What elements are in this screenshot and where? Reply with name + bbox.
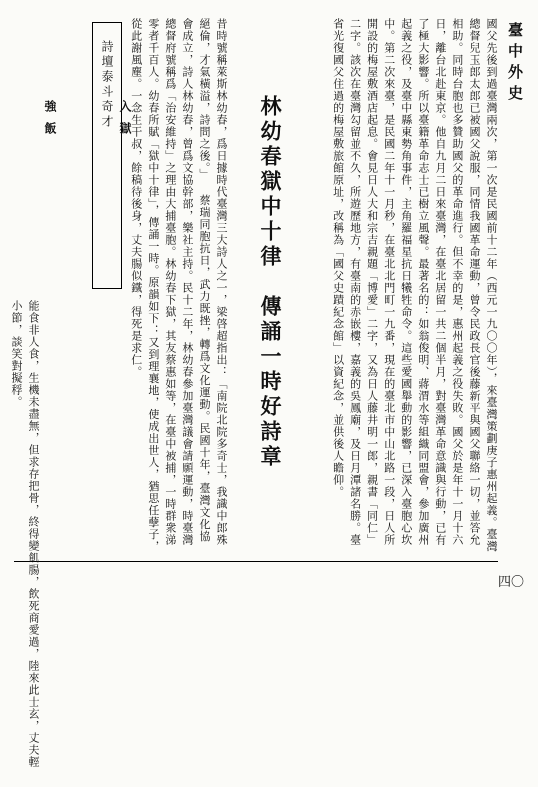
poem-title: 詩壇泰斗奇才 — [100, 40, 114, 130]
headline-main: 林幼春獄中十律 — [258, 95, 283, 270]
running-title: 臺中外史 — [506, 22, 524, 106]
article-mid-body — [130, 18, 230, 553]
section1-body: 蔡瑞同胞抗日，武力既挫，轉爲文化運動。民國十年，臺灣文化協會成立，詩人林幼春，曾爲文協幹部，樂社主持。民十二年，林幼春參加臺灣議會請願運動，時臺灣總督府號稱爲「治安維持」之理由大捕臺胞。林幼春下獄，其友蔡惠如等，在臺中被捕，一時群衆涕零者千百人。幼春所賦「獄中十律」，傳誦一時。原韻如下：又到理襄地，使成出世人，猶思任孽子，從此謝風塵。一念生干叔，餘稿待後身，丈夫腸似鐵，得死是求仁。 — [130, 18, 211, 553]
section-header-ruyu: 入獄 — [118, 100, 132, 144]
section-header-qiangfan: 強飯 — [43, 100, 57, 144]
headline-sub: 傳誦一時好詩章 — [258, 295, 283, 470]
article-top-body: 國父先後到過臺灣兩次，第一次是民國前十二年（西元一九〇〇年），來臺灣策劃庚子惠州起義。臺灣總督兒玉郎太郎已被國父說服，同情我國革命運動，曾令民政長官後藤新平與國父聯絡一切，並答允相助。同時台胞也多贊助國父的革命進行。但不幸的是，惠州起義之役失敗。國父於是年十一月十六日，離台北赴東京。他自九月二日來臺灣，在臺北居留一共二個半月，對臺灣革命意識與行動，已有了極大影響。所以臺籍革命志士已樹立風聲。最著名的：如翁俊明、蔣渭水等組織同盟會，參加廣州起義之役，及臺中縣東勢角事件，主角羅福星抗日犧牲命令。這些愛國舉動的影響，已深入臺胞心坎中。第二次來臺，是民國二年十一月秒，在臺北北門町一九番，現在的臺北市中山北路一段，日人所開設的梅屋敷酒店起息。會見日人大和宗吉親題「博愛」二字，又為日人藤井明一郎，親書「同仁」二字。該次在臺灣勾留並不久，所遊歷地方，有臺南的赤嵌樓，嘉義的吳鳳廟，及日月潭諸名勝。臺省光復國父住過的梅屋敷旅館原址，改稱為「國父史蹟紀念館」以資紀念，並供後人瞻仰。 — [331, 18, 498, 553]
page-number: 四〇 — [498, 575, 525, 590]
section2-body: 能食非人食，生機未盡無，但求存把骨，終得變飢腸，飲死商愛過，陸來此士玄，丈夫輕小節，談笑對擬稃。 — [9, 300, 40, 768]
article-headline — [257, 95, 284, 470]
article-intro: 昔時號稱萊斯林幼春，爲日據時代臺灣三大詩人之一，梁啓超指出：「南院北院多奇士，我識中郎殊絕倫，才氣橫溢，詩問之後。」 — [197, 18, 228, 546]
section-divider — [14, 561, 498, 562]
